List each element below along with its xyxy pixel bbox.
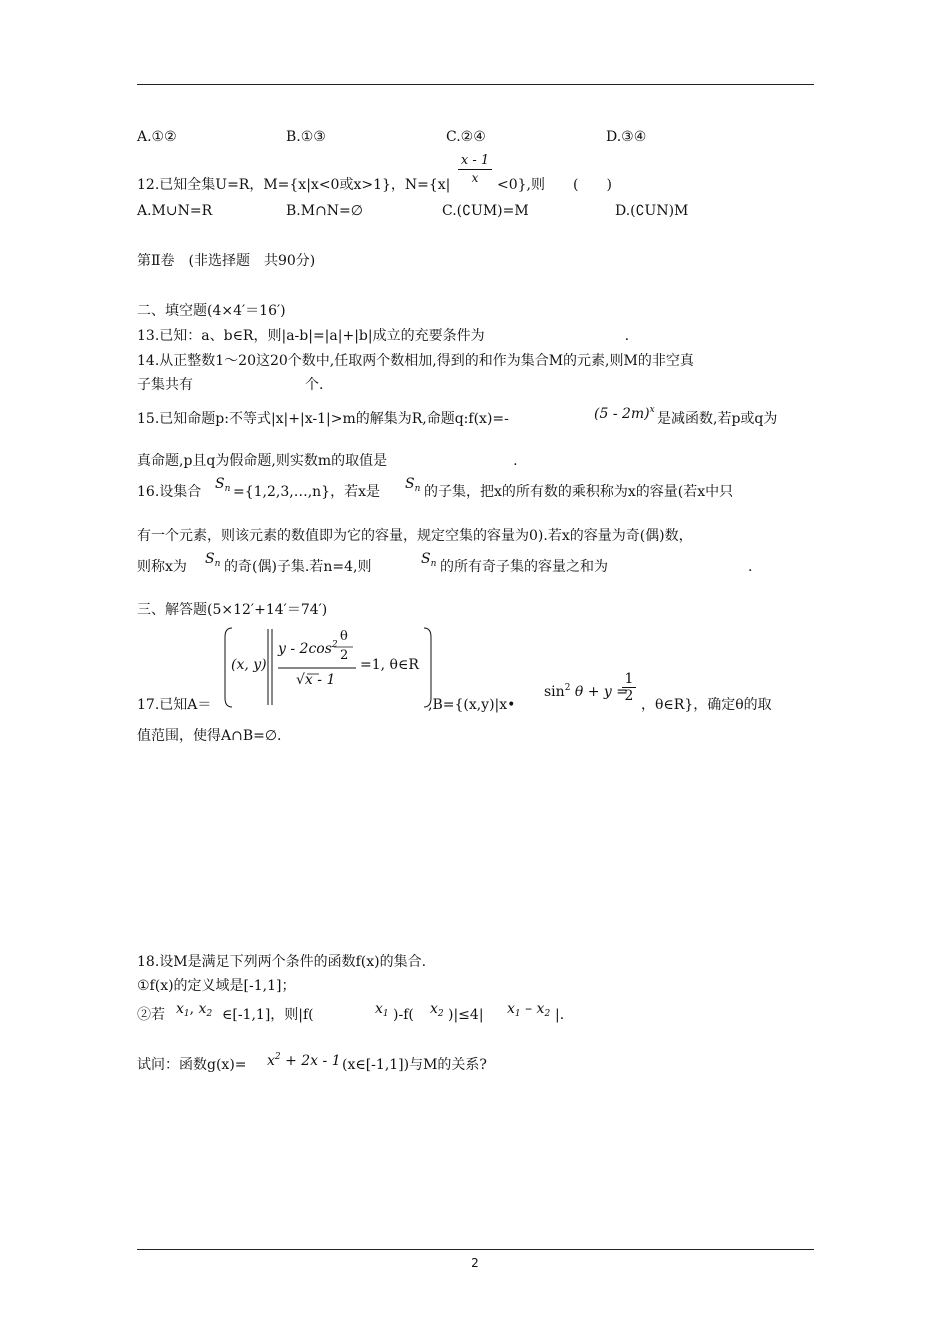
q12-suffix: <0},则 ( ) bbox=[497, 177, 612, 193]
q15-part2: 是减函数,若p或q为 bbox=[657, 411, 778, 427]
q16-sn-symbol bbox=[215, 475, 230, 498]
q17-sin-text: sin bbox=[544, 684, 565, 700]
q18-line4-a: 试问：函数g(x)= bbox=[137, 1057, 247, 1073]
q18-g-sup: 2 bbox=[274, 1052, 281, 1062]
q12-fraction bbox=[458, 153, 492, 186]
q16-s-sub-4: n bbox=[430, 559, 437, 569]
q17-num-sup: 2 bbox=[331, 640, 338, 650]
q18-x1-x2 bbox=[176, 1000, 212, 1023]
q11-option-b: B.①③ bbox=[286, 129, 326, 145]
q15-line2: 真命题,p且q为假命题,则实数m的取值是 . bbox=[137, 453, 518, 469]
header-rule bbox=[137, 84, 814, 85]
q16-s-sub-2: n bbox=[414, 484, 421, 494]
q14-line1: 14.从正整数1～20这20个数中,任取两个数相加,得到的和作为集合M的元素,则M的非空真 bbox=[137, 353, 694, 369]
q16-sn-symbol-4 bbox=[421, 550, 436, 573]
q11-option-d: D.③④ bbox=[606, 129, 647, 145]
q18-diff-x2-sub: 2 bbox=[544, 1009, 551, 1019]
q18-line4-b: (x∈[-1,1])与M的关系? bbox=[342, 1057, 487, 1073]
q12-option-d: D.(∁UN)M bbox=[615, 203, 689, 219]
q15-part1: 15.已知命题p:不等式|x|+|x-1|>m的解集为R,命题q:f(x)=- bbox=[137, 411, 509, 427]
q18-fx1-x: x bbox=[375, 1001, 383, 1017]
q16-set: ={1,2,3,…,n}，若x是 bbox=[233, 484, 380, 500]
q15-formula-base: (5 - 2m) bbox=[594, 406, 650, 422]
q12-option-a: A.M∪N=R bbox=[137, 203, 213, 219]
q16-s-4: S bbox=[421, 551, 431, 567]
q18-diff-x1: x bbox=[507, 1001, 515, 1017]
q18-line3-d: )|≤4| bbox=[448, 1007, 484, 1023]
q11-option-a: A.①② bbox=[137, 129, 177, 145]
q18-line3-b: ∈[-1,1]，则|f( bbox=[222, 1007, 314, 1023]
q16-prefix: 16.设集合 bbox=[137, 484, 202, 500]
q16-s-2: S bbox=[405, 476, 415, 492]
q16-line3-a: 则称x为 bbox=[137, 559, 187, 575]
q16-sn-symbol-3 bbox=[205, 550, 220, 573]
q17-numerator bbox=[278, 636, 338, 658]
q18-fx2-sub: 2 bbox=[437, 1009, 444, 1019]
q15-formula bbox=[594, 401, 655, 423]
q15-formula-exp: x bbox=[649, 405, 655, 415]
q18-fx1-sub: 1 bbox=[382, 1009, 389, 1019]
q17-sin bbox=[544, 679, 628, 701]
q16-line3-c: 的所有奇子集的容量之和为 . bbox=[440, 559, 753, 575]
q12-frac-den: x bbox=[471, 171, 479, 185]
q17-half-num: 1 bbox=[622, 671, 636, 688]
q16-part-b: 的子集，把x的所有数的乘积称为x的容量(若x中只 bbox=[424, 484, 734, 500]
page-number: 2 bbox=[471, 1256, 479, 1270]
q18-x1-sub: 1 bbox=[183, 1009, 190, 1019]
q17-denominator: √x - 1 bbox=[296, 672, 336, 688]
q18-diff bbox=[507, 1000, 550, 1023]
q11-option-c: C.②④ bbox=[446, 129, 486, 145]
q17-num-text: y - 2cos bbox=[278, 641, 332, 657]
q17-half bbox=[622, 671, 636, 704]
q17-tail: ，θ∈R}，确定θ的取 bbox=[641, 697, 772, 713]
q11-options bbox=[137, 128, 177, 146]
q18-x2: x bbox=[198, 1001, 207, 1017]
q12-stem bbox=[137, 176, 450, 194]
q18-fx2-x: x bbox=[430, 1001, 438, 1017]
q18-g-formula bbox=[267, 1048, 341, 1070]
q16-s-3: S bbox=[205, 551, 215, 567]
part2-heading: 第Ⅱ卷 (非选择题 共90分) bbox=[137, 253, 316, 269]
q17-sin-sup: 2 bbox=[564, 683, 571, 693]
q12-option-c: C.(∁UM)=M bbox=[442, 203, 529, 219]
q18-line1: 18.设M是满足下列两个条件的函数f(x)的集合. bbox=[137, 954, 427, 970]
q17-eq: =1, θ∈R bbox=[360, 657, 419, 673]
q17-line2: 值范围，使得A∩B=∅. bbox=[137, 728, 282, 744]
q17-half-den: 2 bbox=[624, 688, 634, 704]
q16-s-sub-3: n bbox=[214, 559, 221, 569]
q18-diff-x2: x bbox=[536, 1001, 545, 1017]
q18-comma: , bbox=[189, 1001, 195, 1017]
q16-s: S bbox=[215, 476, 225, 492]
q18-line2: ①f(x)的定义域是[-1,1]； bbox=[137, 978, 296, 994]
q18-g-x: x bbox=[267, 1053, 275, 1069]
q16-line2: 有一个元素，则该元素的数值即为它的容量，规定空集的容量为0).若x的容量为奇(偶)数， bbox=[137, 528, 693, 544]
q18-fx2-arg bbox=[430, 1000, 444, 1023]
q17-theta: θ bbox=[340, 629, 348, 644]
q18-diff-minus: – bbox=[525, 1001, 533, 1017]
q12-option-b: B.M∩N=∅ bbox=[286, 203, 363, 219]
q12-frac-num: x - 1 bbox=[458, 153, 492, 170]
q17-prefix: 17.已知A＝ bbox=[137, 697, 212, 713]
footer-rule bbox=[137, 1249, 814, 1250]
q18-diff-x1-sub: 1 bbox=[514, 1009, 521, 1019]
section2-heading: 二、填空题(4×4′＝16′) bbox=[137, 303, 286, 319]
q17-sin-rest: θ + y = bbox=[574, 684, 629, 700]
q18-fx1-arg bbox=[375, 1000, 389, 1023]
q14-line2: 子集共有 个. bbox=[137, 377, 324, 393]
section3-heading: 三、解答题(5×12′+14′＝74′) bbox=[137, 602, 328, 618]
q12-prefix: 12.已知全集U=R，M={x|x<0或x>1}，N={x| bbox=[137, 177, 451, 193]
q17-theta-den: 2 bbox=[340, 648, 349, 663]
q13-text: 13.已知：a、b∈R，则|a-b|=|a|+|b|成立的充要条件为 . bbox=[137, 328, 630, 344]
q18-x2-sub: 2 bbox=[206, 1009, 213, 1019]
q16-s-sub: n bbox=[224, 484, 231, 494]
q17-mid: ,B={(x,y)|x• bbox=[428, 697, 516, 713]
q18-line3-e: |. bbox=[555, 1007, 565, 1023]
q16-line3-b: 的奇(偶)子集.若n=4,则 bbox=[224, 559, 372, 575]
q18-g-rest: + 2x - 1 bbox=[280, 1053, 341, 1069]
q17-set-var: (x, y) bbox=[231, 657, 267, 673]
q16-sn-symbol-2 bbox=[405, 475, 420, 498]
q18-x1: x bbox=[176, 1001, 184, 1017]
q18-line3-a: ②若 bbox=[137, 1007, 165, 1023]
q18-line3-c: )-f( bbox=[393, 1007, 414, 1023]
